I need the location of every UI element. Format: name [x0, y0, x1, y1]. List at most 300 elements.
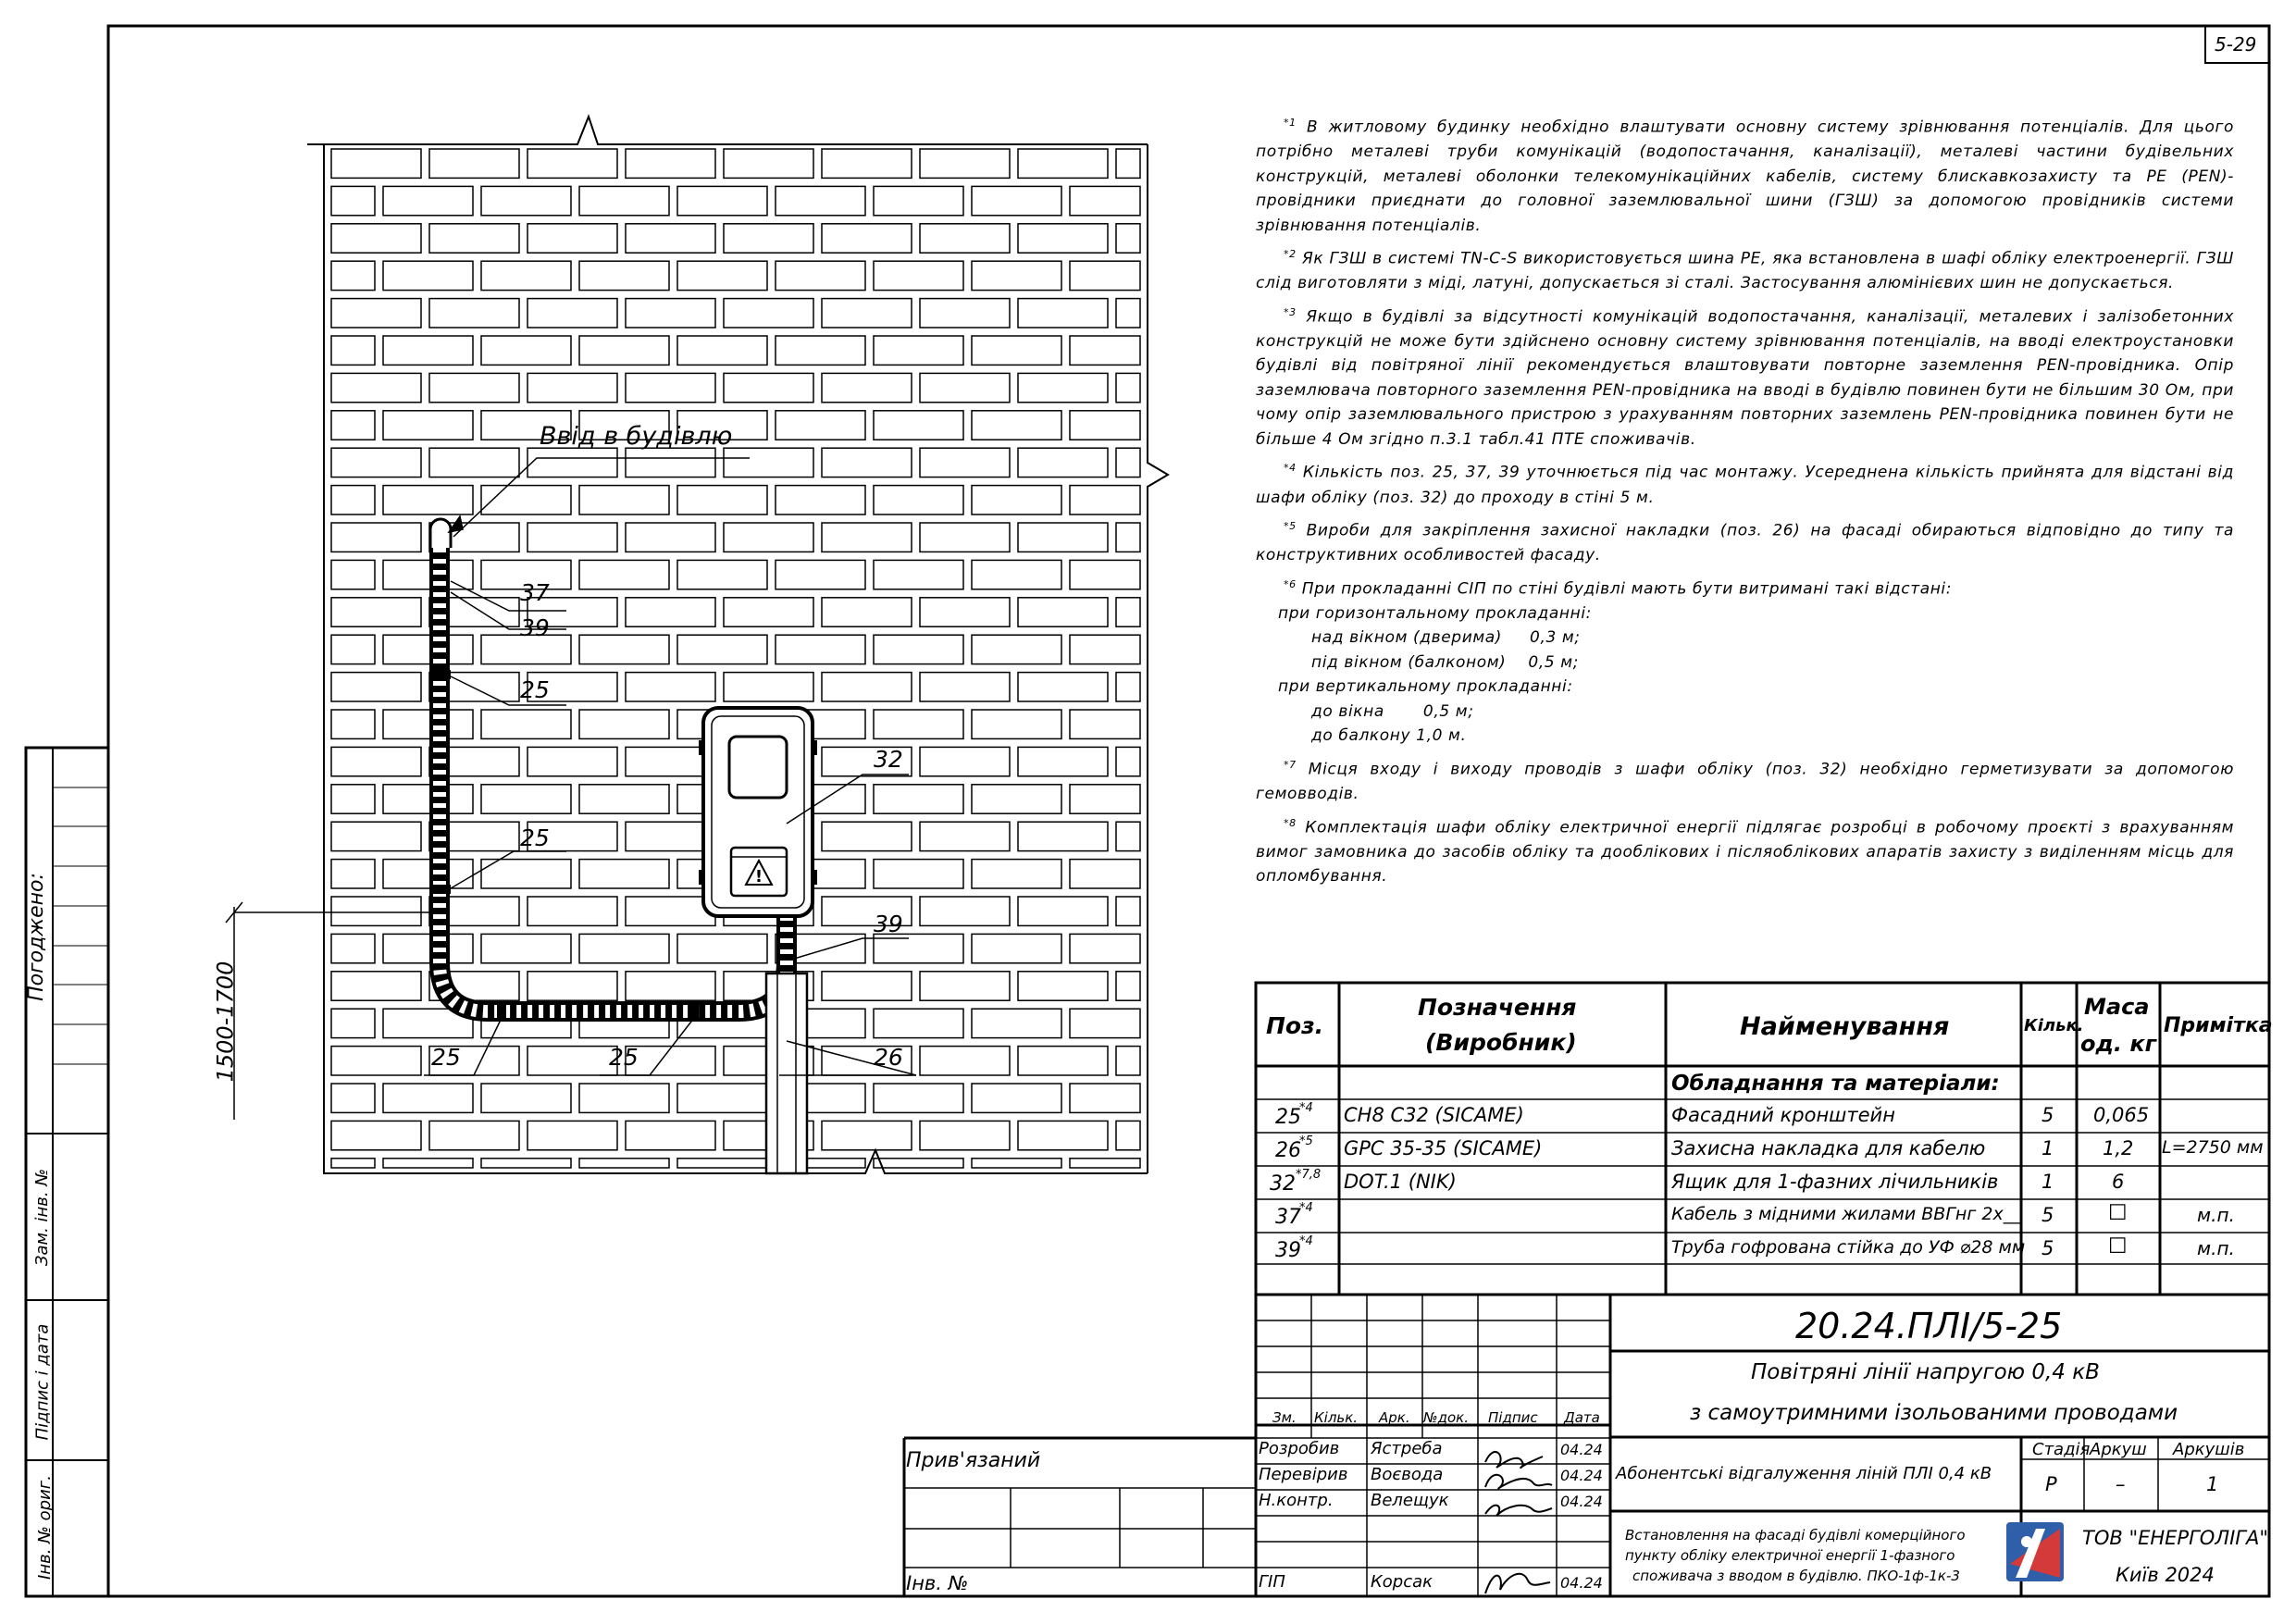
entry-label: Ввід в будівлю: [540, 422, 733, 451]
brick: [481, 860, 571, 888]
brick: [920, 299, 1010, 328]
brick: [677, 336, 767, 365]
brick: [1018, 897, 1108, 925]
brick: [429, 448, 519, 477]
row-pos: 37: [1275, 1206, 1301, 1229]
th-mass-2: од. кг: [2080, 1031, 2157, 1057]
col-doc: №док.: [1423, 1409, 1469, 1426]
brick: [972, 934, 1061, 962]
brick: [776, 261, 865, 290]
staff-role: Перевірив: [1259, 1465, 1348, 1484]
description-line-1: Встановлення на фасаді будівлі комерційного: [1625, 1527, 1966, 1543]
row-qty: 5: [2042, 1237, 2054, 1259]
brick: [1116, 598, 1140, 626]
th-name: Найменування: [1740, 1012, 1950, 1041]
brick: [1116, 747, 1140, 775]
brick: [383, 1159, 473, 1168]
brick: [1116, 673, 1140, 701]
brick: [331, 934, 375, 962]
staff-name: Ястреба: [1371, 1439, 1443, 1458]
brick: [331, 1159, 375, 1168]
brick: [677, 1159, 767, 1168]
brick: [776, 486, 865, 514]
brick: [527, 373, 617, 402]
brick: [1018, 747, 1108, 775]
brick: [920, 897, 1010, 925]
brick: [481, 785, 571, 813]
general-notes: [1256, 111, 2234, 894]
brick: [331, 336, 375, 365]
brick: [429, 299, 519, 328]
col-change: Зм.: [1272, 1409, 1297, 1426]
note-6-vertical: при вертикальному прокладанні:: [1278, 677, 1573, 697]
staff-date: 04.24: [1560, 1574, 1603, 1592]
brick: [822, 448, 912, 477]
row-designation: GPC 35-35 (SICAME): [1344, 1137, 1543, 1159]
brick: [776, 411, 865, 440]
brick: [920, 224, 1010, 253]
brick: [1116, 373, 1140, 402]
brick: [677, 560, 767, 589]
brick: [1018, 149, 1108, 178]
brick: [972, 261, 1061, 290]
brick: [874, 261, 963, 290]
brick: [874, 860, 963, 888]
brick: [822, 373, 912, 402]
brick: [331, 673, 421, 701]
staff-date: 04.24: [1560, 1467, 1603, 1484]
brick: [724, 149, 813, 178]
brick: [874, 710, 963, 738]
row-mass: ☐: [2108, 1201, 2128, 1225]
brick: [822, 673, 912, 701]
row-mass: 1,2: [2103, 1137, 2134, 1159]
brick: [1018, 1047, 1108, 1075]
brick: [626, 1047, 715, 1075]
brick: [331, 785, 375, 813]
sheet-value: –: [2116, 1473, 2126, 1495]
row-note: м.п.: [2197, 1204, 2235, 1226]
bracket-25: [430, 885, 451, 894]
row-qty: 5: [2042, 1204, 2054, 1226]
brick: [1018, 972, 1108, 1000]
bracket-25: [430, 670, 451, 679]
row-designation: CH8 C32 (SICAME): [1344, 1104, 1524, 1126]
brick: [383, 411, 473, 440]
brick: [626, 1121, 715, 1149]
stamp-replaced-inv: Зам. інв. №: [32, 1168, 53, 1267]
brick: [383, 934, 473, 962]
brick: [1070, 1009, 1140, 1037]
row-mark: *7,8: [1296, 1168, 1322, 1182]
brick: [874, 635, 963, 663]
brick: [527, 224, 617, 253]
col-sheet: Арк.: [1379, 1409, 1410, 1426]
staff-name: Велещук: [1371, 1491, 1449, 1510]
note-5: $^{*5}$ Вироби для закріплення захисної накладки (поз. 26) на фасаді обираються відповідно до типу та конструктивних особливостей фасаду.: [1256, 520, 2234, 565]
brick: [383, 1084, 473, 1112]
brick: [331, 822, 421, 850]
title-line-2: з самоутримними ізольованими проводами: [1690, 1401, 2178, 1425]
row-mass: 6: [2112, 1171, 2125, 1193]
row-mark: *4: [1299, 1201, 1313, 1215]
brick: [677, 261, 767, 290]
brick: [331, 149, 421, 178]
note-1: $^{*1}$ В житловому будинку необхідно влаштувати основну систему зрівнювання потенціалів. Для цього потрібно металеві труби комунікацій (водопостачання, каналізації), металеві частини будівельних конструкцій, металеві оболонки телекомунікаційних кабелів, систему блискавкозахисту та PE (PEN)-провідники приєднати до головної заземлювальної шини (ГЗШ) за допомогою провідників системи зрівнювання потенціалів.: [1256, 117, 2234, 235]
row-name: Ящик для 1-фазних лічильників: [1671, 1171, 1999, 1193]
row-pos: 32: [1270, 1172, 1296, 1196]
description-line-2: пункту обліку електричної енергії 1-фазного: [1625, 1547, 1955, 1564]
brick: [579, 336, 669, 365]
brick: [331, 486, 375, 514]
brick: [920, 523, 1010, 552]
th-mass-1: Маса: [2084, 994, 2150, 1020]
brick: [874, 486, 963, 514]
brick: [579, 710, 669, 738]
city-year: Київ 2024: [2116, 1564, 2215, 1586]
brick: [331, 448, 421, 477]
brick: [1070, 560, 1140, 589]
brick: [972, 560, 1061, 589]
note-8: $^{*8}$ Комплектація шафи обліку електричної енергії підлягає розробці в робочому проєкті з врахуванням вимог замовника до засобів обліку та дооблікових і післяоблікових апаратів захисту з виділенням місць для опломбування.: [1256, 816, 2234, 886]
brick: [383, 635, 473, 663]
brick: [822, 822, 912, 850]
staff-role: Розробив: [1259, 1439, 1340, 1458]
brick: [481, 710, 571, 738]
brick: [481, 934, 571, 962]
brick: [972, 710, 1061, 738]
row-qty: 1: [2042, 1137, 2054, 1159]
brick: [527, 448, 617, 477]
brick: [874, 411, 963, 440]
brick: [1070, 1084, 1140, 1112]
brick: [920, 822, 1010, 850]
sheet-number: 5-29: [2215, 33, 2257, 56]
brick: [579, 785, 669, 813]
row-pos: 26: [1275, 1139, 1301, 1162]
row-name: Кабель з мідними жилами ВВГнг 2х__: [1671, 1204, 2021, 1224]
brick: [822, 224, 912, 253]
col-qty: Кільк.: [1314, 1409, 1359, 1426]
note-7: $^{*7}$ Місця входу і виходу проводів з шафи обліку (поз. 32) необхідно герметизувати за допомогою гемовводів.: [1256, 758, 2234, 804]
callout-25: 25: [431, 1044, 461, 1071]
callout-39: 39: [520, 614, 550, 641]
note-6-below-window: під вікном (балконом) 0,5 м;: [1311, 652, 1579, 672]
brick: [1070, 411, 1140, 440]
brick: [331, 186, 375, 215]
brick: [972, 1084, 1061, 1112]
brick: [677, 635, 767, 663]
brick: [527, 523, 617, 552]
brick: [972, 785, 1061, 813]
brick: [1116, 149, 1140, 178]
brick: [677, 934, 767, 962]
brick: [527, 149, 617, 178]
brick: [874, 1084, 963, 1112]
row-pos: 25: [1275, 1106, 1301, 1129]
brick: [920, 598, 1010, 626]
brick: [874, 1009, 963, 1037]
brick: [1018, 448, 1108, 477]
brick: [527, 299, 617, 328]
signature-developer: [1485, 1452, 1543, 1468]
brick: [1116, 972, 1140, 1000]
note-6-above-window: над вікном (дверима) 0,3 м;: [1311, 628, 1581, 648]
brick: [331, 1047, 421, 1075]
stamp-sign-date: Підпис і дата: [32, 1323, 53, 1441]
sheets-value: 1: [2206, 1473, 2219, 1495]
brick: [776, 560, 865, 589]
row-pos: 39: [1275, 1239, 1301, 1262]
brick: [822, 523, 912, 552]
signature-checker: [1485, 1475, 1552, 1489]
brick: [677, 186, 767, 215]
brick: [1070, 710, 1140, 738]
brick: [331, 897, 421, 925]
brick: [724, 598, 813, 626]
brick: [331, 261, 375, 290]
brick: [481, 486, 571, 514]
sheets-label: Аркушів: [2173, 1440, 2245, 1459]
linked-label: Прив'язаний: [906, 1449, 1041, 1472]
brick: [874, 1159, 963, 1168]
brick: [579, 860, 669, 888]
signature-gip: [1485, 1574, 1550, 1593]
company-logo: [2006, 1522, 2064, 1581]
brick: [626, 673, 715, 701]
brick: [383, 785, 473, 813]
brick: [874, 336, 963, 365]
brick: [383, 486, 473, 514]
note-3: $^{*3}$ Якщо в будівлі за відсутності комунікацій водопостачання, каналізації, металевих і залізобетонних конструкцій не може бути здійснено основну систему зрівнювання потенціалів, на вводі електроустановки будівлі від повітряної лінії рекомендується влаштовувати повторне заземлення PEN-провідника. Опір заземлювача повторного заземлення PEN-провідника на вводі в будівлю повинен бути не більшим 30 Ом, при чому опір заземлювального пристрою з урахуванням повторних заземлень PEN-провідника повинен бути не більше 4 Ом згідно п.3.1 табл.41 ПТЕ споживачів.: [1256, 305, 2234, 449]
brick: [1070, 486, 1140, 514]
brick: [724, 224, 813, 253]
note-6-horizontal: при горизонтальному прокладанні:: [1278, 603, 1593, 623]
brick: [626, 598, 715, 626]
description-line-3: споживача з вводом в будівлю. ПКО-1ф-1к-3: [1632, 1568, 1960, 1584]
staff-name: Воєвода: [1371, 1465, 1444, 1484]
brick: [776, 635, 865, 663]
note-4: $^{*4}$ Кількість поз. 25, 37, 39 уточнюється під час монтажу. Усереднена кількість прийнята для відстані від шафи обліку (поз. 32) до проходу в стіні 5 м.: [1256, 462, 2234, 507]
brick: [331, 1084, 375, 1112]
brick: [626, 149, 715, 178]
brick: [383, 186, 473, 215]
brick: [527, 1047, 617, 1075]
col-signature: Підпис: [1488, 1409, 1538, 1426]
brick: [972, 486, 1061, 514]
brick: [822, 972, 912, 1000]
brick: [677, 486, 767, 514]
row-mark: *4: [1299, 1234, 1313, 1248]
height-dimension: 1500-1700: [212, 961, 239, 1083]
brick: [481, 186, 571, 215]
brick: [481, 1084, 571, 1112]
callout-25: 25: [609, 1044, 639, 1071]
brick: [920, 373, 1010, 402]
brick: [331, 224, 421, 253]
stamp-agreed: Погоджено:: [24, 873, 48, 1001]
brick: [1070, 336, 1140, 365]
row-mass: 0,065: [2093, 1104, 2150, 1126]
brick: [626, 373, 715, 402]
brick: [527, 897, 617, 925]
brick: [972, 411, 1061, 440]
row-mark: *4: [1299, 1101, 1313, 1115]
inv-no-label: Інв. №: [906, 1572, 969, 1594]
brick: [481, 1159, 571, 1168]
brick: [527, 1121, 617, 1149]
brick: [579, 560, 669, 589]
staff-date: 04.24: [1560, 1493, 1603, 1510]
signatures: [1485, 1452, 1552, 1593]
brick: [579, 186, 669, 215]
brick: [1116, 822, 1140, 850]
title-line-1: Повітряні лінії напругою 0,4 кВ: [1751, 1360, 2100, 1384]
brick: [579, 934, 669, 962]
sheet-label: Аркуш: [2090, 1440, 2147, 1459]
staff-role: Н.контр.: [1259, 1491, 1334, 1510]
doc-number: 20.24.ПЛІ/5-25: [1795, 1306, 2063, 1346]
brick: [383, 710, 473, 738]
brick: [1070, 934, 1140, 962]
brick: [874, 560, 963, 589]
cover-plate-26: [766, 973, 807, 1173]
brick: [776, 336, 865, 365]
brick: [429, 224, 519, 253]
callout-26: 26: [874, 1044, 903, 1071]
callout-39: 39: [874, 911, 903, 937]
brick: [331, 411, 375, 440]
brick: [724, 448, 813, 477]
brick: [331, 860, 375, 888]
brick: [626, 224, 715, 253]
meter-cabinet-32: [699, 708, 817, 916]
callout-32: 32: [874, 746, 903, 773]
section-title: Абонентські відгалуження ліній ПЛІ 0,4 кВ: [1616, 1464, 1992, 1483]
staff-date: 04.24: [1560, 1441, 1603, 1458]
brick: [724, 373, 813, 402]
row-note: L=2750 мм: [2162, 1137, 2264, 1158]
brick: [1070, 785, 1140, 813]
brick: [972, 186, 1061, 215]
brick: [1018, 373, 1108, 402]
brick: [527, 972, 617, 1000]
brick: [331, 299, 421, 328]
brick: [1116, 897, 1140, 925]
brick: [331, 1121, 421, 1149]
row-name: Фасадний кронштейн: [1671, 1104, 1895, 1126]
section-equipment: Обладнання та матеріали:: [1671, 1072, 2000, 1096]
th-pos: Поз.: [1266, 1012, 1324, 1039]
brick: [972, 635, 1061, 663]
th-note: Примітка: [2164, 1014, 2273, 1037]
brick: [874, 785, 963, 813]
th-designation-1: Позначення: [1418, 994, 1577, 1021]
brick: [429, 373, 519, 402]
brick: [527, 747, 617, 775]
brick: [1116, 224, 1140, 253]
brick: [579, 1159, 669, 1168]
brick: [481, 261, 571, 290]
brick: [1070, 186, 1140, 215]
brick: [1070, 261, 1140, 290]
brick: [776, 186, 865, 215]
brick: [1070, 860, 1140, 888]
brick: [579, 635, 669, 663]
row-designation: DOT.1 (NIK): [1344, 1171, 1457, 1193]
brick: [1116, 299, 1140, 328]
brick: [481, 336, 571, 365]
brick: [724, 673, 813, 701]
staff-role: ГІП: [1259, 1572, 1285, 1592]
brick: [920, 448, 1010, 477]
callout-25: 25: [520, 824, 550, 851]
stage-label: Стадія: [2032, 1440, 2091, 1459]
brick: [1116, 1047, 1140, 1075]
brick: [331, 747, 421, 775]
brick: [1116, 523, 1140, 552]
row-mark: *5: [1299, 1134, 1313, 1148]
brick: [1116, 448, 1140, 477]
brick: [331, 635, 375, 663]
staff-name: Корсак: [1371, 1572, 1433, 1592]
brick: [1018, 822, 1108, 850]
brick: [920, 149, 1010, 178]
brick: [677, 1084, 767, 1112]
row-qty: 1: [2042, 1171, 2054, 1193]
brick: [972, 336, 1061, 365]
brick: [331, 598, 421, 626]
brick: [920, 1047, 1010, 1075]
brick: [1116, 1121, 1140, 1149]
brick: [429, 1121, 519, 1149]
brick: [579, 486, 669, 514]
brick: [626, 448, 715, 477]
brick: [331, 972, 421, 1000]
brick: [822, 598, 912, 626]
brick: [626, 523, 715, 552]
brick: [822, 1121, 912, 1149]
brick: [331, 560, 375, 589]
brick: [1018, 299, 1108, 328]
note-6-to-window: до вікна 0,5 м;: [1311, 701, 1474, 721]
brick: [626, 299, 715, 328]
row-mass: ☐: [2108, 1234, 2128, 1258]
col-date: Дата: [1564, 1409, 1600, 1426]
stage-value: Р: [2045, 1473, 2057, 1495]
note-2: $^{*2}$ Як ГЗШ в системі TN-C-S використовується шина PE, яка встановлена в шафі обліку електроенергії. ГЗШ слід виготовляти з міді, латуні, допускається зі сталі. Застосування алюмінієвих шин не допускається.: [1256, 248, 2234, 293]
brick: [972, 1159, 1061, 1168]
brick: [331, 373, 421, 402]
svg-text:!: !: [754, 867, 763, 886]
brick: [1070, 1159, 1140, 1168]
brick: [920, 972, 1010, 1000]
brick: [331, 523, 421, 552]
note-6-to-balcony: до балкону 1,0 м.: [1311, 726, 1467, 746]
brick: [579, 261, 669, 290]
brick: [429, 149, 519, 178]
callout-37: 37: [520, 579, 550, 606]
signature-norm: [1485, 1506, 1552, 1516]
brick: [1018, 224, 1108, 253]
row-name: Захисна накладка для кабелю: [1671, 1137, 1986, 1159]
brick: [724, 299, 813, 328]
callout-25: 25: [520, 676, 550, 703]
brick: [1018, 598, 1108, 626]
company-name: ТОВ "ЕНЕРГОЛІГА": [2082, 1527, 2269, 1549]
brick: [724, 523, 813, 552]
brick: [920, 747, 1010, 775]
